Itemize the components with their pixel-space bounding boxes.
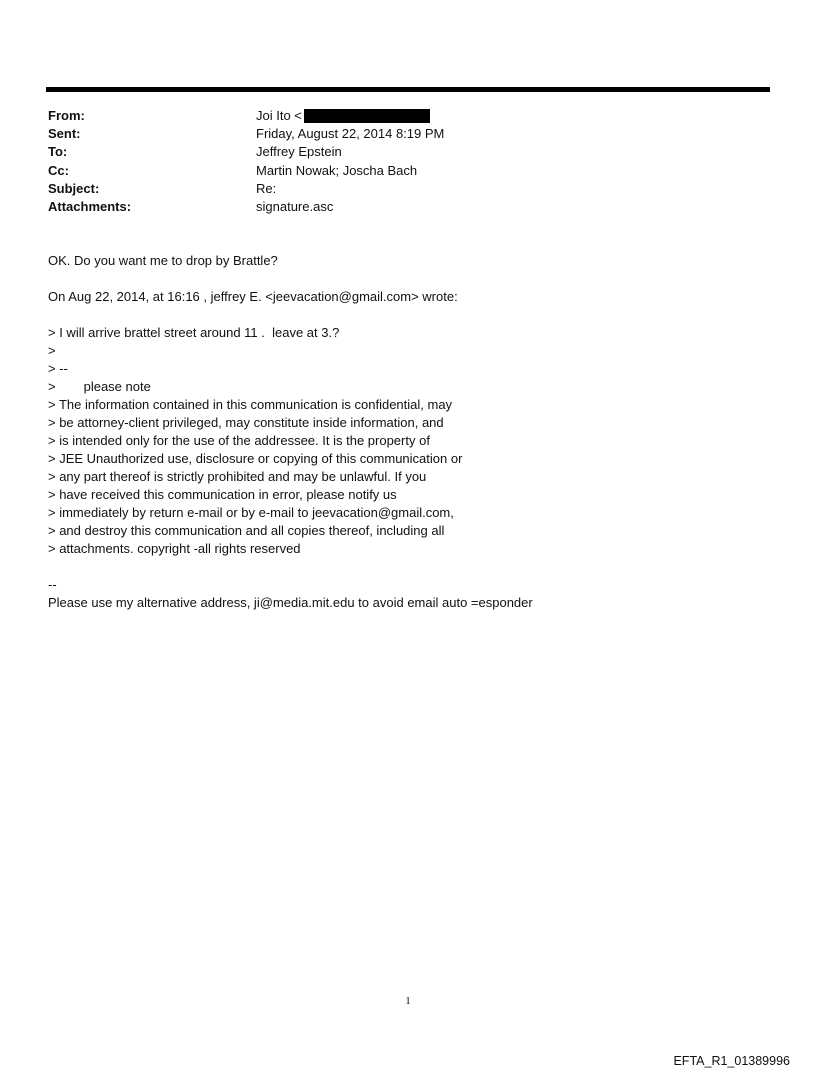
to-label: To: — [48, 144, 68, 160]
subject-label: Subject: — [48, 180, 100, 196]
attachments-row — [48, 198, 748, 216]
sent-row — [48, 125, 748, 143]
please-note-text: please note — [83, 379, 151, 394]
quote-line: > The information contained in this communication is confidential, may — [48, 397, 453, 412]
quote-line: > any part thereof is strictly prohibited and may be unlawful. If you — [48, 469, 427, 484]
cc-row — [48, 162, 748, 180]
reply-text: OK. Do you want me to drop by Brattle? — [48, 253, 278, 268]
quote-line: > is intended only for the use of the addressee. It is the property of — [48, 433, 430, 448]
quote-line: > have received this communication in error, please notify us — [48, 487, 397, 502]
quote-line: > I will arrive brattel street around 11 . leave at 3.? — [48, 325, 340, 340]
quote-line: > immediately by return e-mail or by e-mail to jeevacation@gmail.com, — [48, 505, 454, 520]
from-row — [48, 107, 748, 125]
email-body — [48, 252, 768, 612]
attribution-line: On Aug 22, 2014, at 16:16 , jeffrey E. <jeevacation@gmail.com> wrote: — [48, 289, 458, 304]
cc-label: Cc: — [48, 162, 69, 178]
subject-value: Re: — [256, 180, 277, 196]
attachment-link[interactable]: signature.asc — [256, 199, 334, 215]
quoted-message — [48, 324, 768, 558]
signature-text: Please use my alternative address, ji@media.mit.edu to avoid email auto =esponder — [48, 595, 533, 610]
to-row — [48, 143, 748, 161]
sent-label: Sent: — [48, 126, 81, 142]
sent-value: Friday, August 22, 2014 8:19 PM — [256, 126, 445, 142]
document-id: EFTA_R1_01389996 — [673, 1054, 790, 1068]
from-name: Joi Ito < — [256, 108, 302, 124]
quote-line: > — [48, 343, 56, 358]
quote-line: > -- — [48, 361, 68, 376]
email-header — [48, 107, 748, 216]
cc-value: Martin Nowak; Joscha Bach — [256, 162, 418, 178]
page-number: 1 — [405, 995, 411, 1007]
from-label: From: — [48, 108, 85, 124]
from-value — [256, 107, 430, 125]
subject-row — [48, 180, 748, 198]
quote-marker: > — [48, 379, 56, 394]
quote-line: > and destroy this communication and all copies thereof, including all — [48, 523, 445, 538]
quote-line: > JEE Unauthorized use, disclosure or copying of this communication or — [48, 451, 463, 466]
header-rule — [46, 87, 770, 92]
to-value: Jeffrey Epstein — [256, 144, 342, 160]
redaction-block — [304, 109, 430, 123]
please-note-line — [48, 378, 768, 396]
quote-line: > be attorney-client privileged, may constitute inside information, and — [48, 415, 444, 430]
signature-separator: -- — [48, 577, 57, 592]
attachments-label: Attachments: — [48, 199, 132, 215]
quote-line: > attachments. copyright -all rights reserved — [48, 541, 301, 556]
